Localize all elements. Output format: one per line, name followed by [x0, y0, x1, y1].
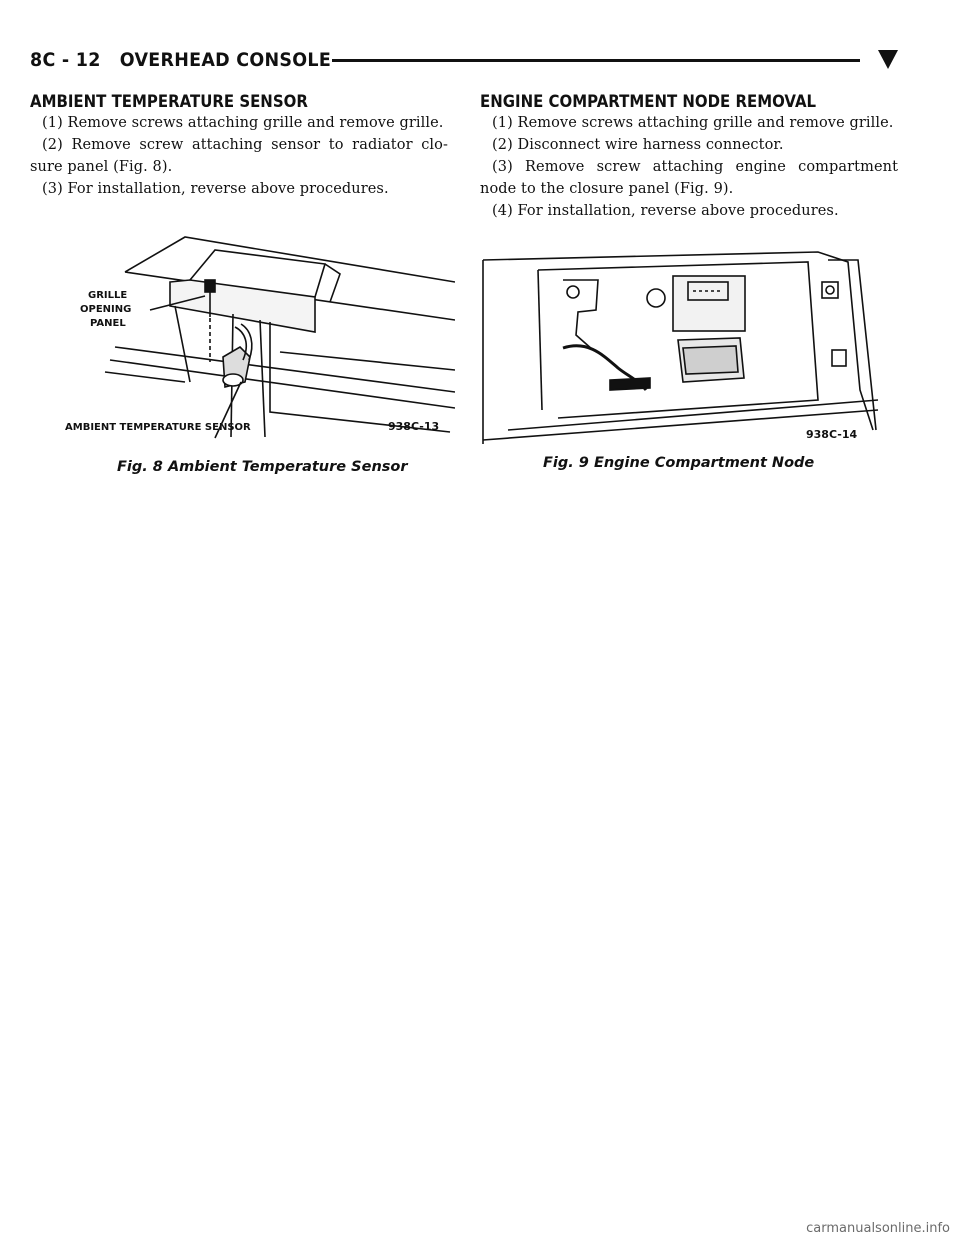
- ambient-step-2: (2) Remove screw attaching sensor to radiator clo- sure panel (Fig. 8).: [30, 137, 448, 175]
- fig8-label-sensor: AMBIENT TEMPERATURE SENSOR: [65, 422, 251, 433]
- page-ref: 8C - 12: [30, 49, 101, 71]
- fig9-code: 938C-14: [806, 428, 858, 441]
- triangle-down-icon: [876, 48, 900, 70]
- node-step-4: (4) For installation, reverse above procedures.: [492, 203, 839, 219]
- header-rule: [332, 59, 860, 62]
- left-column: [30, 92, 448, 200]
- footer-watermark[interactable]: carmanualsonline.info: [806, 1221, 950, 1236]
- fig8-code: 938C-13: [388, 420, 440, 433]
- ambient-step-1: (1) Remove screws attaching grille and remove grille.: [42, 115, 444, 131]
- node-step-1: (1) Remove screws attaching grille and remove grille.: [492, 115, 894, 131]
- node-step-3: (3) Remove screw attaching engine compartment node to the closure panel (Fig. 9).: [480, 159, 898, 197]
- ambient-sensor-heading: AMBIENT TEMPERATURE SENSOR: [30, 92, 308, 112]
- node-step-2: (2) Disconnect wire harness connector.: [492, 137, 784, 153]
- fig9-drawing: [483, 252, 878, 444]
- fig8-label-grille-2: OPENING: [80, 304, 132, 315]
- right-column: [480, 92, 898, 222]
- fig9-illustration: [478, 240, 882, 444]
- fig8-drawing: [105, 237, 455, 438]
- page-header-text: [30, 46, 331, 74]
- section-title: OVERHEAD CONSOLE: [119, 49, 332, 71]
- page-header: [30, 46, 900, 74]
- fig8-caption: Fig. 8 Ambient Temperature Sensor: [117, 459, 408, 475]
- fig8-illustration: [55, 232, 455, 442]
- node-removal-heading: ENGINE COMPARTMENT NODE REMOVAL: [480, 92, 817, 112]
- fig8-label-grille-1: GRILLE: [88, 290, 128, 301]
- fig9-caption: Fig. 9 Engine Compartment Node: [543, 455, 815, 471]
- fig8-label-grille-3: PANEL: [90, 318, 126, 329]
- ambient-step-3: (3) For installation, reverse above procedures.: [42, 181, 389, 197]
